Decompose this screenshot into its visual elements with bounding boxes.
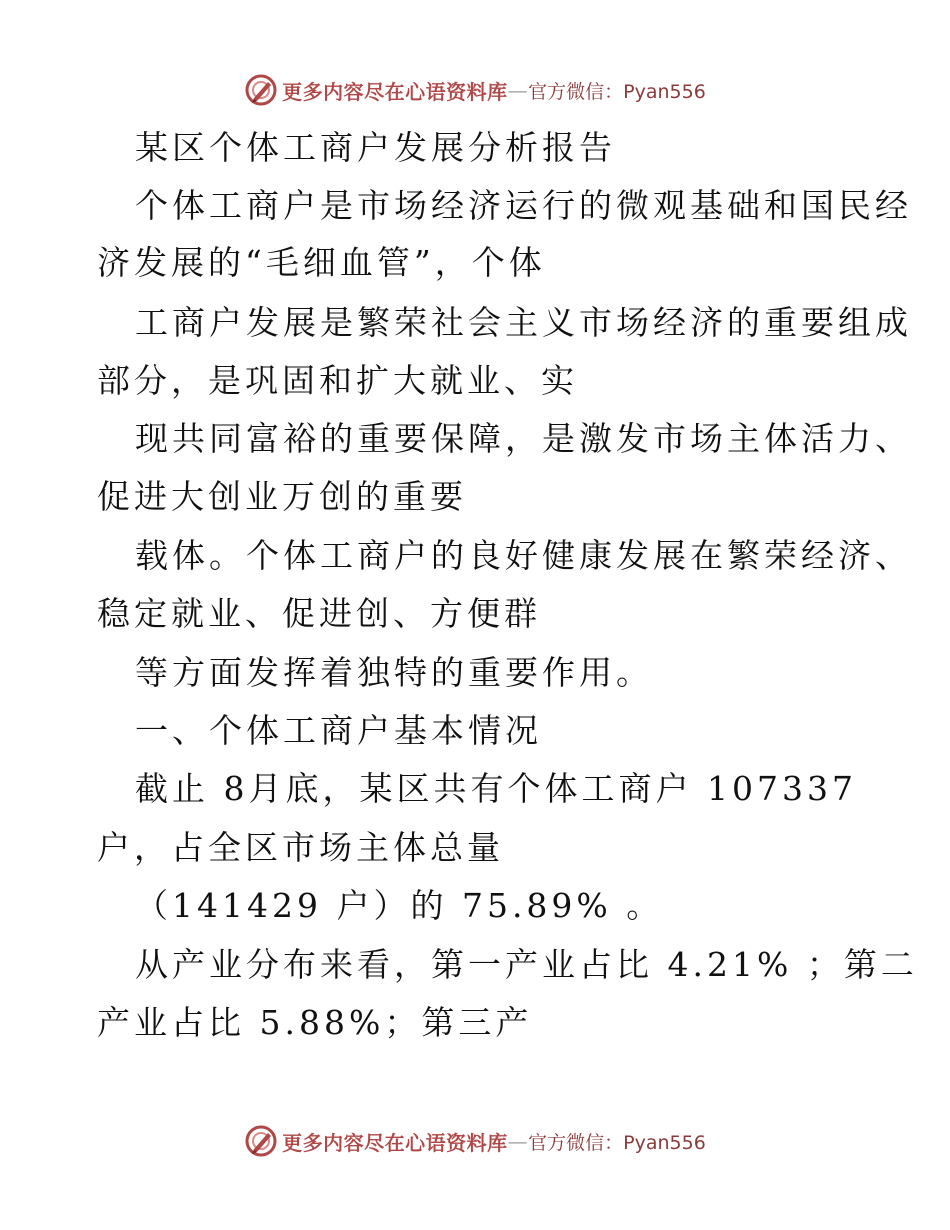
paragraph-line: 工商户发展是繁荣社会主义市场经济的重要组成: [135, 303, 912, 342]
paragraph-line: 等方面发挥着独特的重要作用。: [135, 653, 653, 692]
paragraph-line: 个体工商户是市场经济运行的微观基础和国民经: [135, 186, 912, 225]
paragraph-line: （141429 户）的 75.89% 。: [135, 886, 664, 925]
watermark-dash: —: [507, 1129, 529, 1153]
pen-circle-logo-icon: [244, 73, 278, 107]
watermark-contact: 官方微信：Pyan556: [528, 80, 706, 103]
watermark-text: 更多内容尽在心语资料库: [282, 79, 508, 104]
paragraph-line: 载体。个体工商户的良好健康发展在繁荣经济、: [135, 536, 912, 575]
paragraph-line: 现共同富裕的重要保障，是激发市场主体活力、: [135, 419, 912, 458]
paragraph-line: 截止 8月底，某区共有个体工商户 107337: [135, 769, 857, 808]
watermark-text: 更多内容尽在心语资料库: [282, 1130, 508, 1155]
watermark-dash: —: [507, 78, 529, 102]
paragraph-line: 产业占比 5.88%；第三产: [97, 1003, 533, 1042]
watermark-contact: 官方微信：Pyan556: [528, 1131, 706, 1154]
paragraph-line: 从产业分布来看，第一产业占比 4.21% ；第二: [135, 945, 918, 984]
document-title: 某区个体工商户发展分析报告: [135, 128, 616, 167]
section-heading: 一、个体工商户基本情况: [135, 711, 542, 750]
pen-circle-logo-icon: [244, 1124, 278, 1158]
paragraph-line: 济发展的“毛细血管”，个体: [97, 243, 546, 282]
footer-watermark: [0, 1121, 950, 1161]
paragraph-line: 户，占全区市场主体总量: [97, 828, 504, 867]
paragraph-line: 稳定就业、促进创、方便群: [97, 594, 541, 633]
header-watermark: [0, 70, 950, 110]
paragraph-line: 促进大创业万创的重要: [97, 477, 467, 516]
paragraph-line: 部分，是巩固和扩大就业、实: [97, 361, 578, 400]
